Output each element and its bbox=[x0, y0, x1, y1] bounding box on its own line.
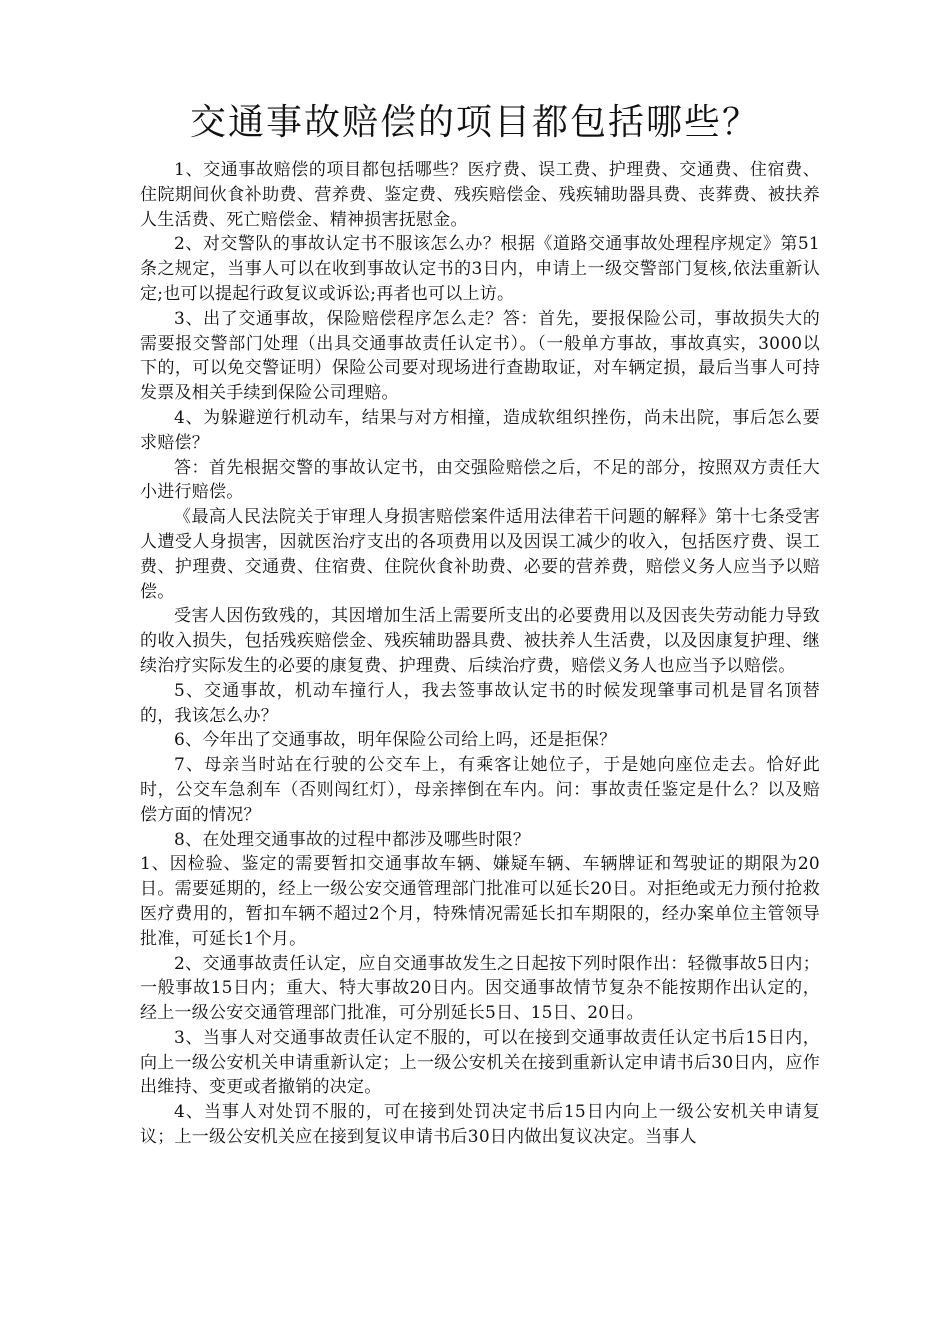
paragraph-time-limit-2: 2、交通事故责任认定，应自交通事故发生之日起按下列时限作出：轻微事故5日内；一般事故15日内；重大、特大事故20日内。因交通事故情节复杂不能按期作出认定的，经上一级公安交通管理部门批准，可分别延长5日、15日、20日。 bbox=[140, 953, 820, 1024]
document-title: 交通事故赔偿的项目都包括哪些？ bbox=[189, 102, 760, 143]
paragraph-time-limit-1: 1、因检验、鉴定的需要暂扣交通事故车辆、嫌疑车辆、车辆牌证和驾驶证的期限为20日。需要延期的，经上一级公安交通管理部门批准可以延长20日。对拒绝或无力预付抢救医疗费用的，暂扣车辆不超过2个月，特殊情况需延长扣车期限的，经办案单位主管领导批准，可延长1个月。 bbox=[140, 854, 820, 949]
document-body bbox=[140, 158, 820, 1150]
paragraph-q2: 2、对交警队的事故认定书不服该怎么办？根据《道路交通事故处理程序规定》第51条之规定，当事人可以在收到事故认定书的3日内，申请上一级交警部门复核,依法重新认定;也可以提起行政复议或诉讼;再者也可以上访。 bbox=[140, 234, 820, 304]
paragraph-q6: 6、今年出了交通事故，明年保险公司给上吗，还是拒保？ bbox=[174, 730, 617, 751]
paragraph-q7: 7、母亲当时站在行驶的公交车上，有乘客让她位子，于是她向座位走去。恰好此时，公交车急刹车（否则闯红灯），母亲摔倒在车内。问：事故责任鉴定是什么？以及赔偿方面的情况？ bbox=[140, 755, 820, 825]
paragraph-time-limit-3: 3、当事人对交通事故责任认定不服的，可以在接到交通事故责任认定书后15日内，向上一级公安机关申请重新认定；上一级公安机关在接到重新认定申请书后30日内，应作出维持、变更或者撤销的决定。 bbox=[140, 1027, 820, 1098]
paragraph-q4: 4、为躲避逆行机动车，结果与对方相撞，造成软组织挫伤，尚未出院，事后怎么要求赔偿？ bbox=[140, 407, 820, 453]
paragraph-disability: 受害人因伤致残的，其因增加生活上需要所支出的必要费用以及因丧失劳动能力导致的收入损失，包括残疾赔偿金、残疾辅助器具费、被扶养人生活费，以及因康复护理、继续治疗实际发生的必要的康复费、护理费、后续治疗费，赔偿义务人也应当予以赔偿。 bbox=[140, 606, 820, 676]
paragraph-q8: 8、在处理交通事故的过程中都涉及哪些时限？ bbox=[174, 829, 531, 850]
paragraph-q3: 3、出了交通事故，保险赔偿程序怎么走？答：首先，要报保险公司，事故损失大的需要报交警部门处理（出具交通事故责任认定书）。（一般单方事故，事故真实，3000以下的，可以免交警证明）保险公司要对现场进行查勘取证，对车辆定损，最后当事人可持发票及相关手续到保险公司理赔。 bbox=[140, 308, 820, 404]
paragraph-q1: 1、交通事故赔偿的项目都包括哪些？医疗费、误工费、护理费、交通费、住宿费、住院期间伙食补助费、营养费、鉴定费、残疾赔偿金、残疾辅助器具费、丧葬费、被扶养人生活费、死亡赔偿金、精神损害抚慰金。 bbox=[140, 160, 820, 230]
paragraph-q5: 5、交通事故，机动车撞行人，我去签事故认定书的时候发现肇事司机是冒名顶替的，我该怎么办？ bbox=[140, 680, 820, 726]
paragraph-legal-citation: 《最高人民法院关于审理人身损害赔偿案件适用法律若干问题的解释》第十七条受害人遭受人身损害，因就医治疗支出的各项费用以及因误工减少的收入，包括医疗费、误工费、护理费、交通费、住宿费、住院伙食补助费、必要的营养费，赔偿义务人应当予以赔偿。 bbox=[140, 507, 820, 602]
paragraph-time-limit-4: 4、当事人对处罚不服的，可在接到处罚决定书后15日内向上一级公安机关申请复议；上一级公安机关应在接到复议申请书后30日内做出复议决定。当事人 bbox=[140, 1102, 820, 1148]
paragraph-answer: 答：首先根据交警的事故认定书，由交强险赔偿之后，不足的部分，按照双方责任大小进行赔偿。 bbox=[140, 457, 820, 503]
